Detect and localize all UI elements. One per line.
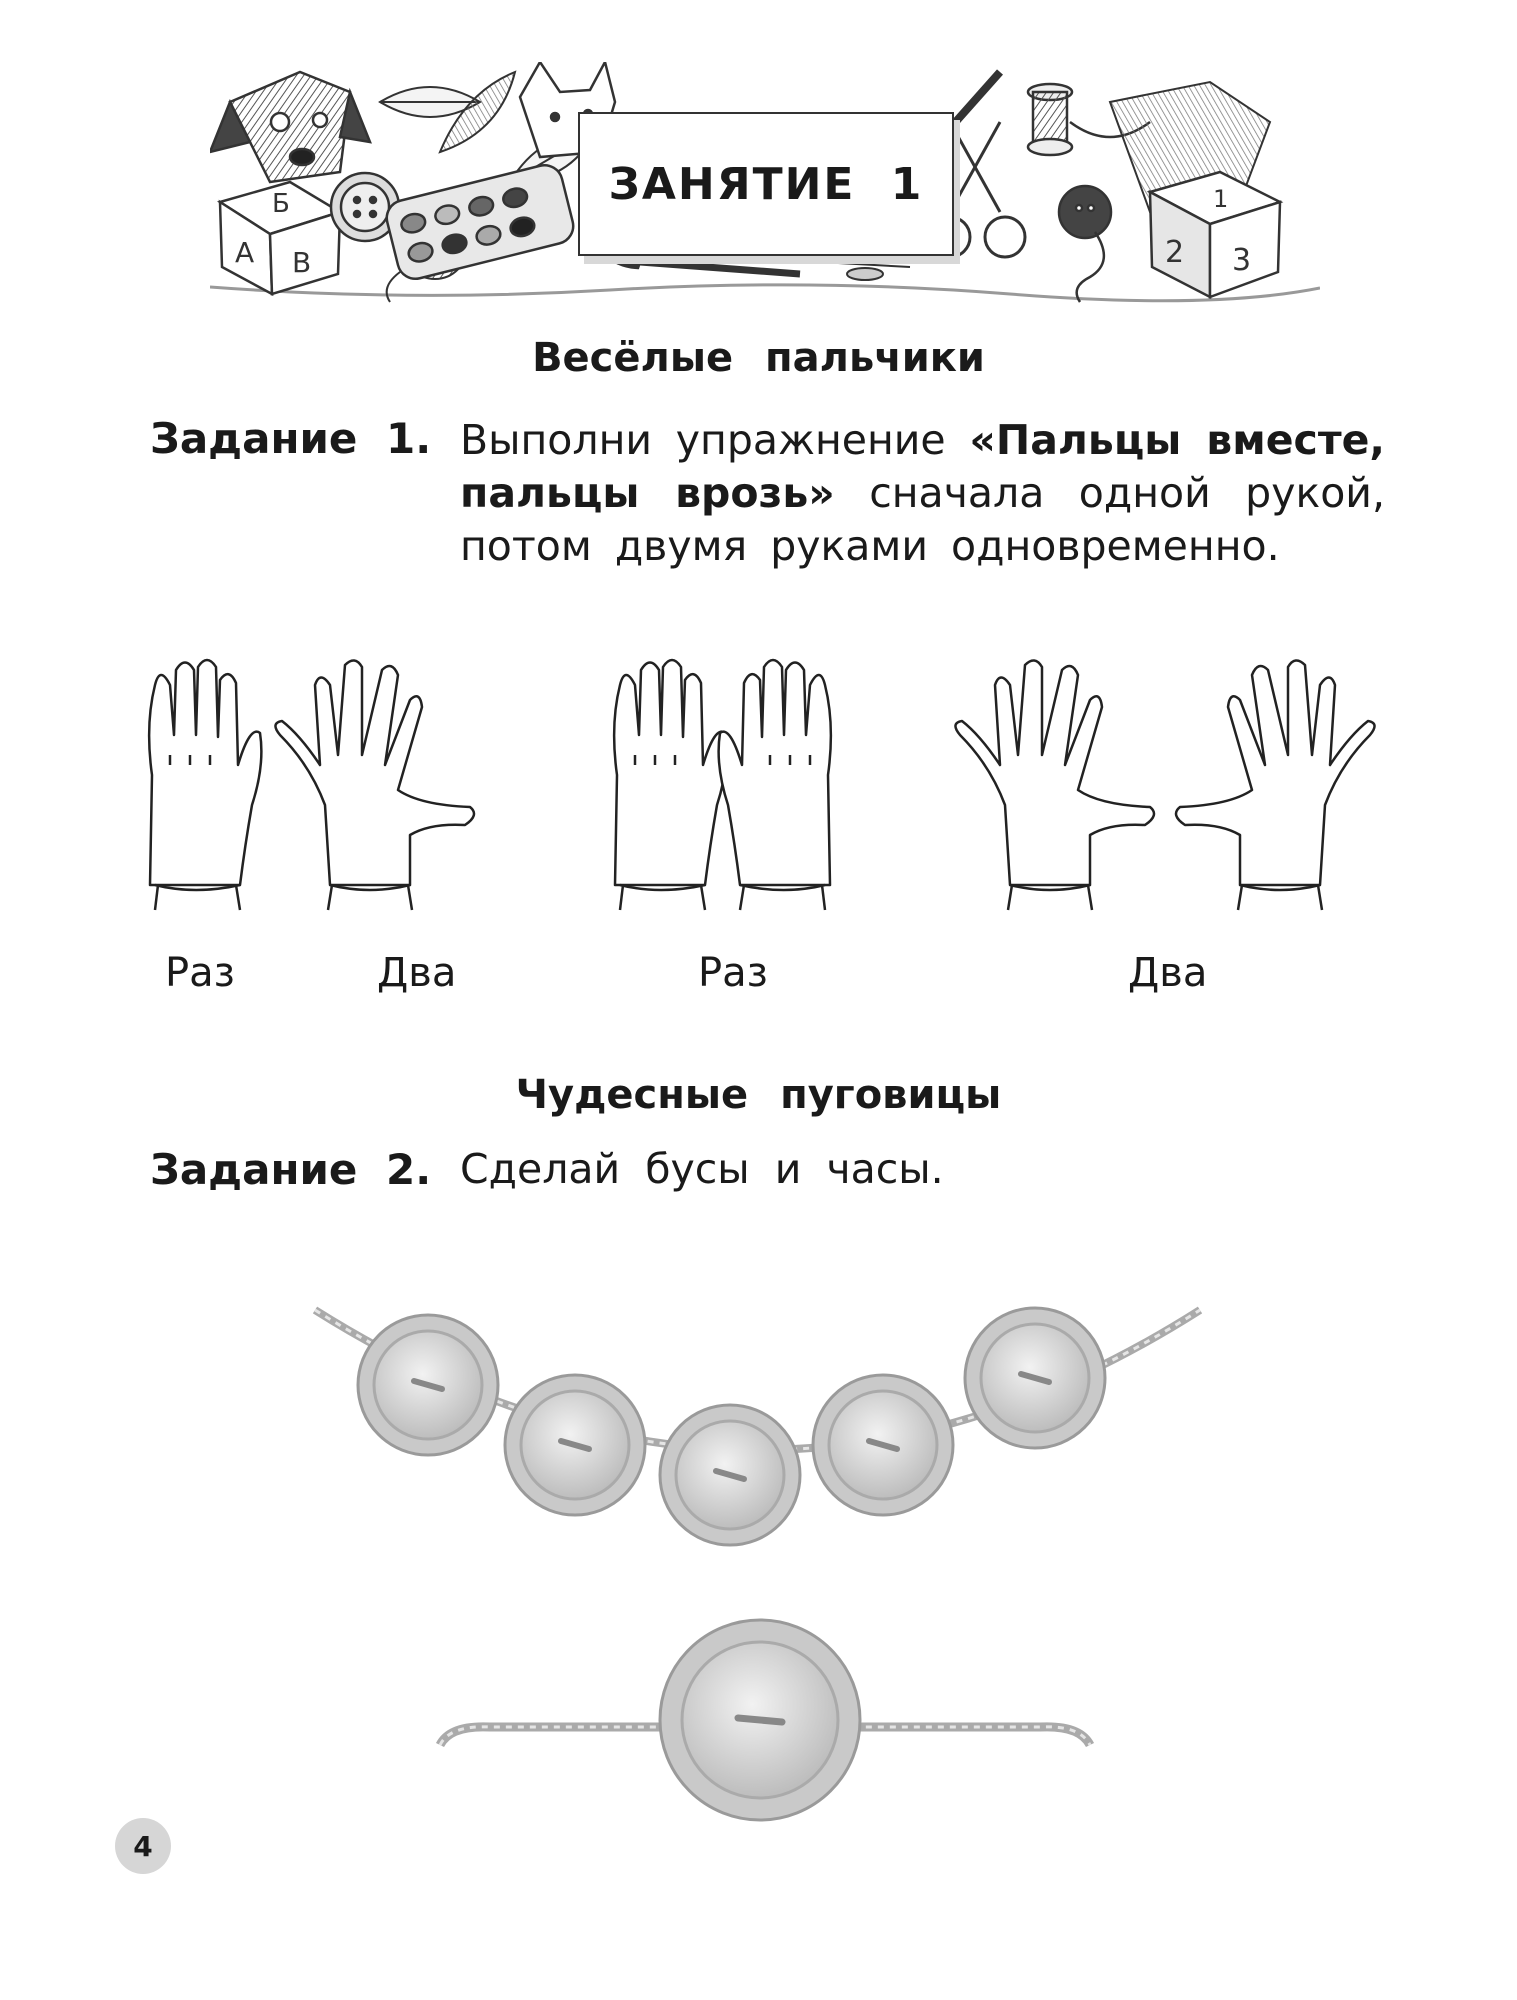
paper-dog-icon — [210, 72, 370, 182]
hand-label-1: Раз — [165, 950, 235, 996]
svg-text:А: А — [235, 236, 255, 269]
svg-text:Б: Б — [272, 189, 290, 219]
hand-label-4: Два — [1128, 950, 1208, 996]
hand-fingers-apart-1 — [275, 660, 474, 910]
task-2-text: Сделай бусы и часы. — [460, 1145, 944, 1193]
section-heading-fingers: Весёлые пальчики — [532, 335, 985, 381]
task-1-text-before: Выполни упражнение — [460, 416, 970, 464]
section-heading-buttons: Чудесные пуговицы — [515, 1072, 1002, 1118]
bead-button-3 — [660, 1405, 800, 1545]
svg-text:1: 1 — [1213, 185, 1229, 213]
svg-text:В: В — [292, 246, 312, 279]
hand-fingers-apart-3 — [1176, 660, 1375, 910]
bead-button-5 — [965, 1308, 1105, 1448]
task-2-label: Задание 2. — [150, 1145, 432, 1194]
page-number: 4 — [133, 1829, 153, 1863]
lesson-title-box — [578, 112, 954, 256]
bead-button-4 — [813, 1375, 953, 1515]
hand-fingers-together-3 — [719, 660, 831, 910]
button-watch-illustration — [430, 1615, 1100, 1835]
exercise-name: «Пальцы вместе, пальцы врозь» — [460, 416, 1385, 517]
hand-fingers-apart-2 — [955, 660, 1154, 910]
bead-button-1 — [358, 1315, 498, 1455]
hand-fingers-together-2 — [614, 660, 726, 910]
hands-illustration — [140, 655, 1390, 935]
alphabet-cube-icon — [220, 182, 340, 294]
page-number-badge — [115, 1818, 171, 1874]
button-beads-illustration — [300, 1290, 1220, 1560]
paint-palette-icon — [383, 161, 577, 282]
lesson-title: ЗАНЯТИЕ 1 — [608, 158, 924, 210]
number-cube-icon — [1150, 172, 1280, 297]
watch-button — [660, 1620, 860, 1820]
task-1-label: Задание 1. — [150, 414, 432, 463]
svg-text:2: 2 — [1165, 235, 1185, 270]
button-icon — [1059, 186, 1111, 302]
hand-label-3: Раз — [698, 950, 768, 996]
svg-text:3: 3 — [1232, 243, 1252, 278]
hand-fingers-together-1 — [149, 660, 261, 910]
task-1-text — [460, 414, 1385, 573]
task-1-text-after: сначала одной рукой, потом двумя руками одновременно. — [460, 469, 1385, 570]
hand-label-2: Два — [377, 950, 457, 996]
bead-button-2 — [505, 1375, 645, 1515]
